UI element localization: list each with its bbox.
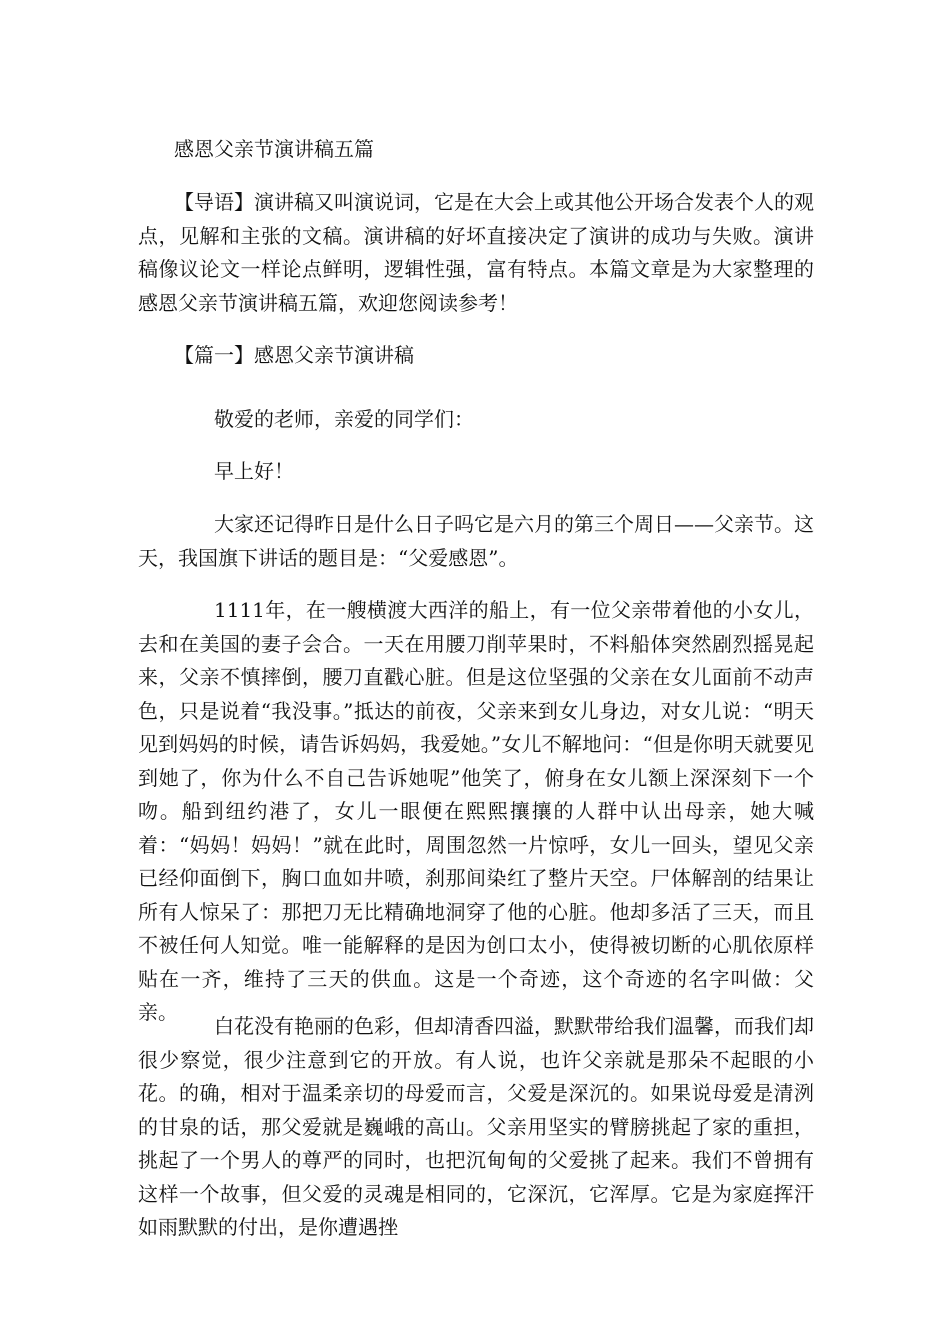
body-paragraph-2: 1111年，在一艘横渡大西洋的船上，有一位父亲带着他的小女儿，去和在美国的妻子会合。一天在用腰刀削苹果时，不料船体突然剧烈摇晃起来，父亲不慎摔倒，腰刀直戳心脏。但是这位坚强的父亲在女儿面前不动声色，只是说着“我没事。”抵达的前夜，父亲来到女儿身边，对女儿说：“明天见到妈妈的时候，请告诉妈妈，我爱她。”女儿不解地问：“但是你明天就要见到她了，你为什么不自己告诉她呢”他笑了，俯身在女儿额上深深刻下一个吻。船到纽约港了，女儿一眼便在熙熙攘攘的人群中认出母亲，她大喊着：“妈妈！妈妈！”就在此时，周围忽然一片惊呼，女儿一回头，望见父亲已经仰面倒下，胸口血如井喷，刹那间染红了整片天空。尸体解剖的结果让所有人惊呆了：那把刀无比精确地洞穿了他的心脏。他却多活了三天，而且不被任何人知觉。唯一能解释的是因为创口太小，使得被切断的心肌依原样贴在一齐，维持了三天的供血。这是一个奇迹，这个奇迹的名字叫做：父亲。: [138, 598, 814, 1024]
body-paragraph-3: 白花没有艳丽的色彩，但却清香四溢，默默带给我们温馨，而我们却很少察觉，很少注意到它的开放。有人说，也许父亲就是那朵不起眼的小花。的确，相对于温柔亲切的母爱而言，父爱是深沉的。如果说母爱是清洌的甘泉的话，那父爱就是巍峨的高山。父亲用坚实的臂膀挑起了家的重担，挑起了一个男人的尊严的同时，也把沉甸甸的父爱挑了起来。我们不曾拥有这样一个故事，但父爱的灵魂是相同的，它深沉，它浑厚。它是为家庭挥汗如雨默默的付出，是你遭遇挫: [138, 1014, 814, 1239]
salutation: 敬爱的老师，亲爱的同学们：: [214, 407, 474, 431]
section-heading: 【篇一】感恩父亲节演讲稿: [174, 343, 414, 367]
document-title: 感恩父亲节演讲稿五篇: [174, 137, 374, 161]
greeting: 早上好！: [214, 459, 294, 483]
body-paragraph-1: 大家还记得昨日是什么日子吗它是六月的第三个周日——父亲节。这天，我国旗下讲话的题目是：“父爱感恩”。: [138, 512, 814, 570]
intro-paragraph: 【导语】演讲稿又叫演说词，它是在大会上或其他公开场合发表个人的观点，见解和主张的文稿。演讲稿的好坏直接决定了演讲的成功与失败。演讲稿像议论文一样论点鲜明，逻辑性强，富有特点。本篇文章是为大家整理的感恩父亲节演讲稿五篇，欢迎您阅读参考！: [138, 190, 814, 315]
